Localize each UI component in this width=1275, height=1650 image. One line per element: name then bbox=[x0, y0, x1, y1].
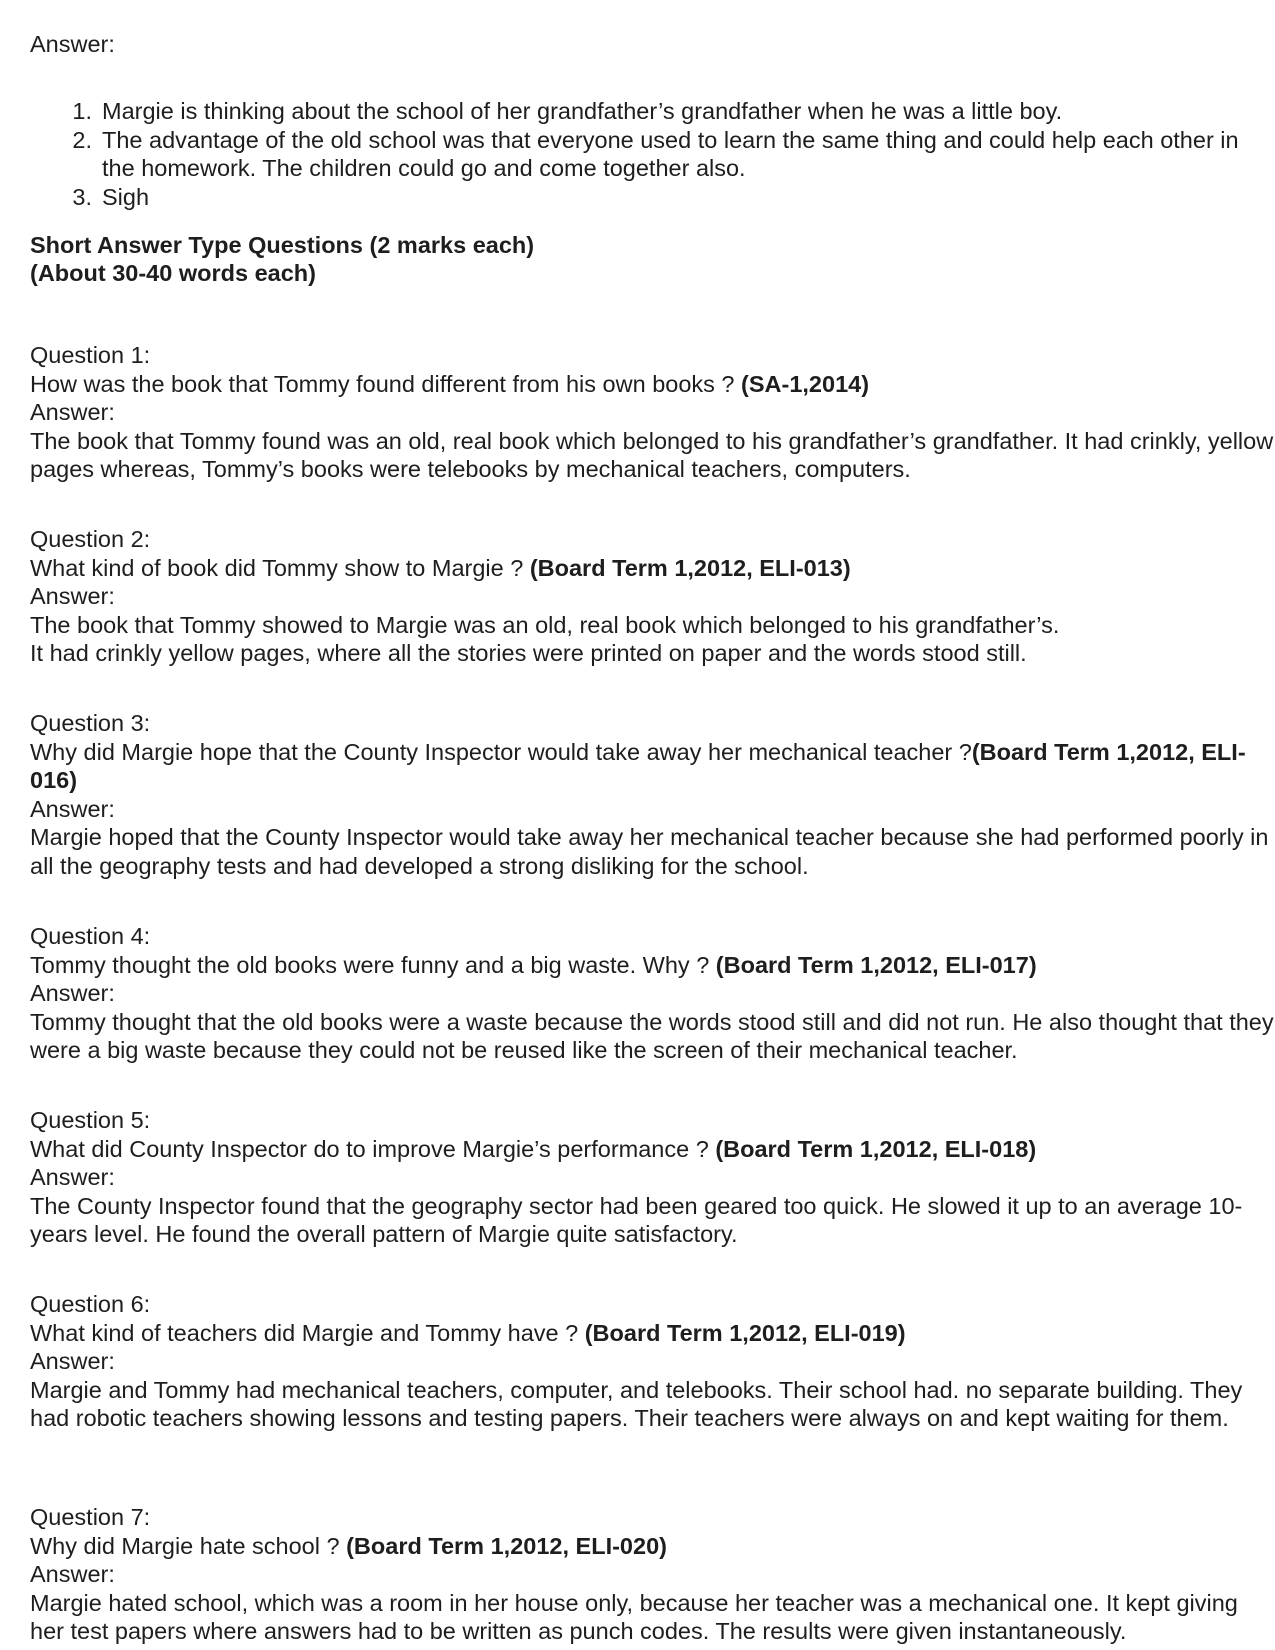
question-body: Why did Margie hope that the County Inspector would take away her mechanical teacher ? bbox=[30, 738, 972, 765]
question-text bbox=[30, 370, 1275, 399]
answer-text-line: It had crinkly yellow pages, where all the stories were printed on paper and the words stood still. bbox=[30, 640, 1027, 667]
section-title: Short Answer Type Questions (2 marks each) bbox=[30, 232, 535, 258]
question-body: What kind of book did Tommy show to Margie ? bbox=[30, 554, 524, 581]
question-body: Tommy thought the old books were funny and a big waste. Why ? bbox=[30, 951, 710, 978]
question-source: (Board Term 1,2012, ELI-019) bbox=[584, 1319, 906, 1346]
question-block bbox=[30, 1106, 1275, 1249]
list-item bbox=[30, 126, 1275, 183]
list-text: The advantage of the old school was that everyone used to learn the same thing and could help each other in the homework. The children could go and come together also. bbox=[102, 126, 1239, 182]
list-item bbox=[30, 183, 1275, 212]
question-block bbox=[30, 1290, 1275, 1433]
answer-text: Margie and Tommy had mechanical teachers, computer, and telebooks. Their school had. no separate building. They had robotic teachers showing lessons and testing papers. Their teachers were always on and kept waiting for them. bbox=[30, 1376, 1243, 1432]
answer-label: Answer: bbox=[30, 1164, 115, 1191]
list-number: 1. bbox=[72, 98, 92, 124]
list-number: 3. bbox=[72, 183, 92, 210]
question-text bbox=[30, 951, 1275, 980]
intro-answer-label: Answer: bbox=[30, 31, 115, 57]
question-block bbox=[30, 709, 1275, 881]
question-label: Question 7: bbox=[30, 1504, 151, 1530]
question-source: (Board Term 1,2012, ELI-018) bbox=[715, 1135, 1037, 1162]
question-block bbox=[30, 922, 1275, 1065]
question-body: What kind of teachers did Margie and Tommy have ? bbox=[30, 1319, 579, 1346]
question-text bbox=[30, 1532, 1275, 1561]
question-text bbox=[30, 554, 1275, 583]
question-block bbox=[30, 341, 1275, 484]
answer-text: The County Inspector found that the geography sector had been geared too quick. He slowed it up to an average 10-years level. He found the overall pattern of Margie quite satisfactory. bbox=[30, 1192, 1243, 1248]
list-number: 2. bbox=[72, 126, 92, 153]
list-text: Sigh bbox=[102, 183, 150, 210]
question-block bbox=[30, 525, 1275, 668]
question-label: Question 4: bbox=[30, 923, 151, 949]
answer-label: Answer: bbox=[30, 1348, 115, 1375]
question-source: (SA-1,2014) bbox=[741, 370, 870, 397]
answer-label: Answer: bbox=[30, 1561, 115, 1588]
answer-text: Tommy thought that the old books were a waste because the words stood still and did not run. He also thought that they were a big waste because they could not be reused like the screen of their mechanical teacher. bbox=[30, 1008, 1274, 1064]
question-label: Question 2: bbox=[30, 526, 151, 552]
question-text bbox=[30, 738, 1275, 795]
answer-text: Margie hoped that the County Inspector would take away her mechanical teacher because she had performed poorly in all the geography tests and had developed a strong disliking for the school. bbox=[30, 824, 1269, 879]
question-source: (Board Term 1,2012, ELI-020) bbox=[346, 1532, 667, 1559]
question-body: Why did Margie hate school ? bbox=[30, 1532, 340, 1559]
question-source: (Board Term 1,2012, ELI-017) bbox=[715, 951, 1037, 978]
question-text bbox=[30, 1135, 1275, 1164]
answer-text-line: The book that Tommy showed to Margie was an old, real book which belonged to his grandfather’s. bbox=[30, 611, 1060, 638]
answer-label: Answer: bbox=[30, 583, 115, 610]
question-source: (Board Term 1,2012, ELI-016) bbox=[30, 738, 1246, 794]
question-block bbox=[30, 1503, 1275, 1646]
question-body: What did County Inspector do to improve Margie’s performance ? bbox=[30, 1135, 709, 1162]
question-source: (Board Term 1,2012, ELI-013) bbox=[529, 554, 851, 581]
intro-answer-list bbox=[30, 97, 1275, 211]
section-subtitle: (About 30-40 words each) bbox=[30, 260, 316, 286]
question-body: How was the book that Tommy found different from his own books ? bbox=[30, 370, 735, 397]
list-item bbox=[30, 97, 1275, 126]
question-label: Question 3: bbox=[30, 710, 151, 736]
question-label: Question 5: bbox=[30, 1107, 151, 1133]
answer-label: Answer: bbox=[30, 795, 115, 822]
question-text bbox=[30, 1319, 1275, 1348]
answer-label: Answer: bbox=[30, 399, 115, 426]
answer-text: The book that Tommy found was an old, real book which belonged to his grandfather’s grandfather. It had crinkly, yellow pages whereas, Tommy’s books were telebooks by mechanical teachers, computers. bbox=[30, 427, 1274, 483]
question-label: Question 6: bbox=[30, 1291, 151, 1317]
answer-text: Margie hated school, which was a room in her house only, because her teacher was a mechanical one. It kept giving her test papers where answers had to be written as punch codes. The results were given instantaneously. bbox=[30, 1589, 1238, 1645]
list-text: Margie is thinking about the school of her grandfather’s grandfather when he was a little boy. bbox=[102, 98, 1063, 124]
question-label: Question 1: bbox=[30, 342, 151, 368]
answer-label: Answer: bbox=[30, 980, 115, 1007]
